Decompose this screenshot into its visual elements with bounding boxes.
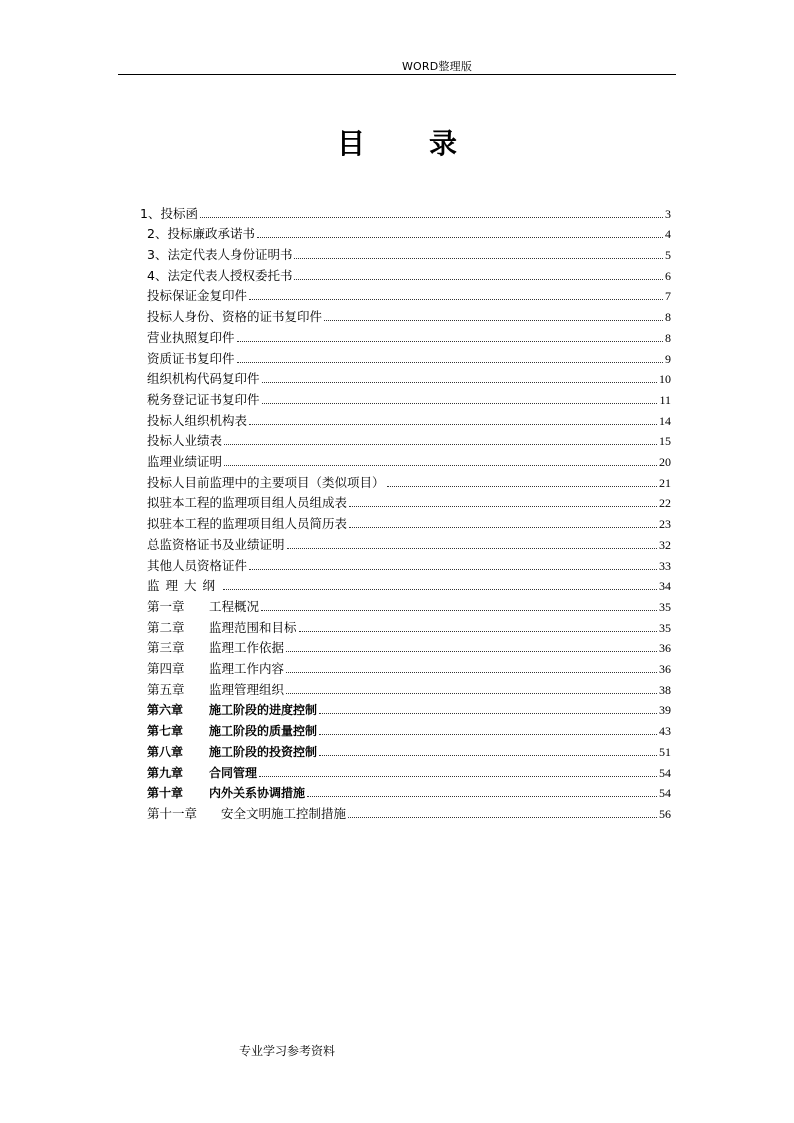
chapter-title: 内外关系协调措施: [209, 786, 306, 801]
toc-entry-title: 总监资格证书及业绩证明: [147, 536, 285, 552]
dot-leader: [348, 816, 657, 818]
chapter-number: 第六章: [147, 703, 184, 718]
chapter-title: 安全文明施工控制措施: [221, 805, 347, 821]
dot-leader: [294, 257, 663, 259]
toc-entry[interactable]: [147, 512, 671, 533]
toc-entry[interactable]: [147, 387, 671, 408]
chapter-number: 第一章: [147, 598, 185, 614]
toc-entry-page: 11: [659, 392, 671, 407]
page-title: 目录: [336, 127, 521, 160]
toc-chapter-entry[interactable]: [147, 677, 671, 698]
toc-entry-page: 51: [659, 744, 671, 759]
toc-entry-title: 投标保证金复印件: [147, 288, 248, 304]
toc-entry-page: 21: [659, 475, 671, 490]
dot-leader: [262, 381, 657, 383]
chapter-number: 第十章: [147, 786, 184, 801]
dot-leader: [324, 319, 663, 321]
toc-entry-page: 35: [659, 620, 671, 635]
toc-chapter-entry[interactable]: [147, 615, 671, 636]
toc-entry-title: 拟驻本工程的监理项目组人员组成表: [147, 495, 348, 511]
header-divider: [118, 74, 676, 75]
toc-entry-page: 3: [665, 206, 671, 221]
toc-entry-page: 9: [665, 351, 671, 366]
toc-entry[interactable]: [147, 346, 671, 367]
toc-entry-page: 38: [659, 682, 671, 697]
page-footer: 专业学习参考资料: [239, 1044, 336, 1058]
toc-entry-page: 20: [659, 455, 671, 470]
toc-entry-title: 组织机构代码复印件: [147, 371, 260, 387]
dot-leader: [224, 464, 657, 466]
toc-chapter-entry[interactable]: [147, 656, 671, 677]
dot-leader: [286, 650, 657, 652]
toc-entry-page: 35: [659, 599, 671, 614]
toc-entry-page: 43: [659, 724, 671, 739]
toc-chapter-entry[interactable]: [147, 760, 671, 781]
toc-entry[interactable]: [147, 242, 671, 263]
toc-entry-title: 1、投标函: [140, 205, 198, 221]
dot-leader: [249, 423, 657, 425]
toc-entry-page: 15: [659, 434, 671, 449]
toc-entry[interactable]: [147, 367, 671, 388]
toc-entry-title: 监理大纲: [147, 578, 222, 594]
toc-chapter-entry[interactable]: [147, 781, 671, 802]
toc-chapter-entry[interactable]: [147, 636, 671, 657]
toc-entry[interactable]: [147, 470, 671, 491]
toc-entry-page: 6: [665, 268, 671, 283]
toc-entry-page: 56: [659, 806, 671, 821]
dot-leader: [319, 733, 657, 735]
toc-entry-page: 10: [659, 372, 671, 387]
chapter-number: 第九章: [147, 765, 184, 780]
dot-leader: [319, 712, 657, 714]
dot-leader: [349, 526, 657, 528]
toc-entry[interactable]: [147, 532, 671, 553]
toc-entry-page: 32: [659, 537, 671, 552]
dot-leader: [257, 236, 663, 238]
toc-entry[interactable]: [147, 553, 671, 574]
dot-leader: [286, 692, 657, 694]
toc-entry-title: 拟驻本工程的监理项目组人员简历表: [147, 516, 348, 532]
dot-leader: [307, 795, 657, 797]
toc-entry[interactable]: [147, 284, 671, 305]
dot-leader: [319, 754, 657, 756]
chapter-title: 施工阶段的投资控制: [209, 744, 318, 759]
chapter-title: 监理范围和目标: [209, 619, 297, 635]
toc-entry-page: 8: [665, 310, 671, 325]
chapter-number: 第八章: [147, 744, 184, 759]
toc-entry[interactable]: [147, 263, 671, 284]
chapter-number: 第二章: [147, 619, 185, 635]
toc-entry-title: 3、法定代表人身份证明书: [147, 247, 293, 263]
toc-entry-page: 54: [659, 786, 671, 801]
dot-leader: [299, 630, 657, 632]
chapter-title: 监理工作内容: [209, 661, 285, 677]
toc-entry-title: 4、法定代表人授权委托书: [147, 267, 293, 283]
toc-entry[interactable]: [147, 325, 671, 346]
toc-entry-page: 4: [665, 227, 671, 242]
toc-entry-page: 39: [659, 703, 671, 718]
toc-entry-title: 监理业绩证明: [147, 454, 223, 470]
dot-leader: [249, 298, 663, 300]
dot-leader: [262, 402, 658, 404]
chapter-title: 工程概况: [209, 598, 260, 614]
toc-entry-page: 8: [665, 330, 671, 345]
dot-leader: [237, 361, 663, 363]
dot-leader: [261, 609, 657, 611]
chapter-number: 第四章: [147, 661, 185, 677]
toc-entry[interactable]: [140, 201, 671, 222]
chapter-number: 第五章: [147, 681, 185, 697]
toc-entry-title: 投标人业绩表: [147, 433, 223, 449]
dot-leader: [237, 340, 663, 342]
toc-entry-page: 36: [659, 662, 671, 677]
toc-entry-page: 5: [665, 248, 671, 263]
toc-entry-title: 2、投标廉政承诺书: [147, 226, 255, 242]
dot-leader: [349, 505, 657, 507]
toc-chapter-entry[interactable]: [147, 801, 671, 822]
toc-entry-page: 33: [659, 558, 671, 573]
chapter-number: 第三章: [147, 640, 185, 656]
toc-entry-title: 投标人组织机构表: [147, 412, 248, 428]
dot-leader: [259, 775, 657, 777]
chapter-title: 监理管理组织: [209, 681, 285, 697]
dot-leader: [387, 485, 657, 487]
toc-entry[interactable]: [147, 574, 671, 595]
toc-chapter-entry[interactable]: [147, 594, 671, 615]
dot-leader: [294, 278, 663, 280]
toc-entry-page: 36: [659, 641, 671, 656]
toc-entry-page: 14: [659, 413, 671, 428]
dot-leader: [224, 443, 657, 445]
toc-entry-title: 投标人目前监理中的主要项目（类似项目）: [147, 474, 385, 490]
chapter-title: 合同管理: [209, 765, 258, 780]
toc-entry[interactable]: [147, 408, 671, 429]
dot-leader: [223, 588, 657, 590]
toc-entry-page: 22: [659, 496, 671, 511]
toc-entry-page: 34: [659, 579, 671, 594]
toc-chapter-entry[interactable]: [147, 719, 671, 740]
dot-leader: [286, 671, 657, 673]
chapter-title: 施工阶段的进度控制: [209, 703, 318, 718]
toc-entry-title: 营业执照复印件: [147, 329, 235, 345]
toc-chapter-entry[interactable]: [147, 698, 671, 719]
toc-entry-title: 投标人身份、资格的证书复印件: [147, 309, 323, 325]
toc-entry-title: 税务登记证书复印件: [147, 391, 260, 407]
toc-entry-page: 7: [665, 289, 671, 304]
chapter-title: 监理工作依据: [209, 640, 285, 656]
toc-entry[interactable]: [147, 305, 671, 326]
dot-leader: [200, 216, 663, 218]
toc-entry-page: 54: [659, 765, 671, 780]
toc-entry[interactable]: [147, 449, 671, 470]
toc-entry[interactable]: [147, 429, 671, 450]
dot-leader: [287, 547, 657, 549]
toc-entry[interactable]: [147, 491, 671, 512]
chapter-title: 施工阶段的质量控制: [209, 724, 318, 739]
toc-entry-title: 资质证书复印件: [147, 350, 235, 366]
toc-entry-title: 其他人员资格证件: [147, 557, 248, 573]
toc-entry[interactable]: [147, 222, 671, 243]
toc-chapter-entry[interactable]: [147, 739, 671, 760]
page-header: WORD整理版: [401, 60, 473, 73]
chapter-number: 第十一章: [147, 805, 198, 821]
dot-leader: [249, 568, 657, 570]
toc-entry-page: 23: [659, 517, 671, 532]
chapter-number: 第七章: [147, 724, 184, 739]
